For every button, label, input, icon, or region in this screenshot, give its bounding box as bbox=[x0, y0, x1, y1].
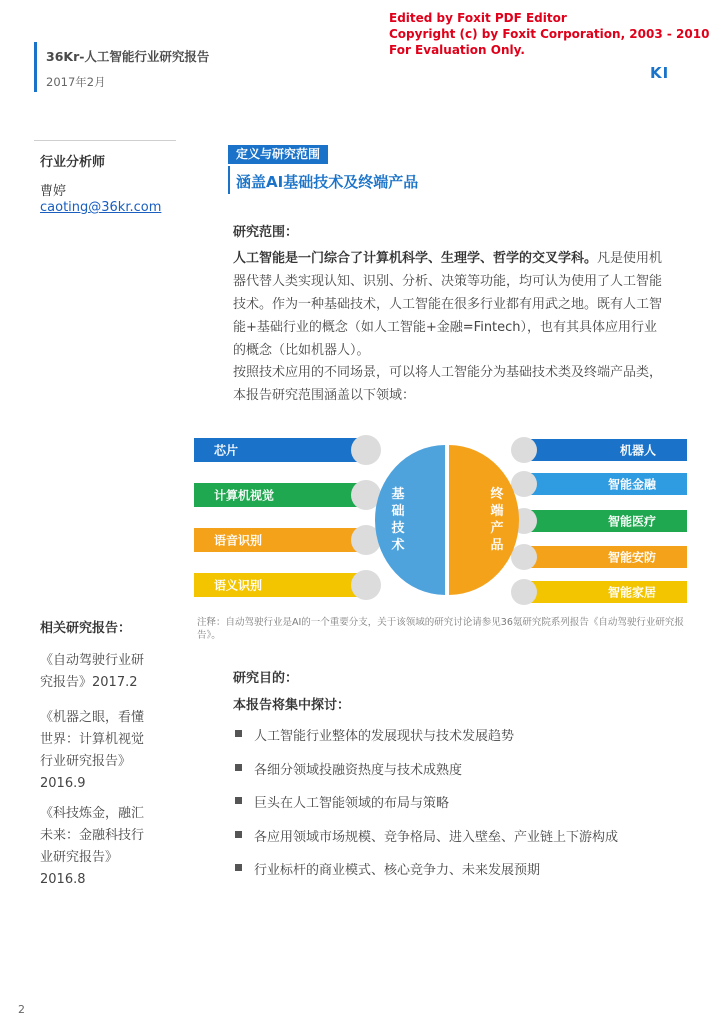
square-bullet-icon bbox=[235, 797, 242, 804]
related-report-line: 2016.8 bbox=[40, 872, 86, 887]
scope-paragraph-2: 按照技术应用的不同场景，可以将人工智能分为基础技术类及终端产品类，本报告研究范围涵盖以下领域： bbox=[233, 365, 663, 403]
base-tech-label: 语义识别 bbox=[214, 578, 263, 593]
report-title: 36Kr-人工智能行业研究报告 bbox=[46, 49, 210, 64]
end-product-label: 智能家居 bbox=[607, 585, 656, 600]
end-product-label: 智能安防 bbox=[607, 550, 656, 565]
sidebar-divider bbox=[34, 140, 176, 141]
end-product-bar bbox=[518, 473, 687, 495]
end-product-bar bbox=[518, 546, 687, 568]
square-bullet-icon bbox=[235, 764, 242, 771]
section-tag: 定义与研究范围 bbox=[228, 145, 328, 164]
section-subtitle: 涵盖AI基础技术及终端产品 bbox=[236, 173, 419, 191]
related-report-item[interactable] bbox=[40, 707, 168, 795]
goal-text: 巨头在人工智能领域的布局与策略 bbox=[254, 796, 450, 811]
foxit-watermark bbox=[389, 10, 709, 58]
end-product-half-circle bbox=[449, 445, 519, 595]
related-report-line: 《自动驾驶行业研 bbox=[40, 653, 145, 668]
analyst-email-link[interactable]: caoting@36kr.com bbox=[40, 200, 162, 215]
base-tech-label: 芯片 bbox=[214, 443, 239, 458]
connector-dot bbox=[511, 544, 537, 570]
base-tech-half-circle bbox=[375, 445, 445, 595]
goal-text: 各细分领域投融资热度与技术成熟度 bbox=[254, 762, 463, 778]
end-product-label: 智能金融 bbox=[607, 477, 656, 492]
related-report-item[interactable] bbox=[40, 803, 168, 891]
diagram-note: 注释：自动驾驶行业是AI的一个重要分支，关于该领域的研究讨论请参见36氪研究院系列报告《自动驾驶行业研究报告》。 bbox=[197, 617, 684, 641]
end-product-bar bbox=[518, 439, 687, 461]
watermark-line: Edited by Foxit PDF Editor bbox=[389, 11, 567, 25]
connector-dot bbox=[511, 579, 537, 605]
end-product-label: 机器人 bbox=[619, 443, 656, 458]
base-tech-label: 语音识别 bbox=[214, 533, 263, 548]
analyst-heading: 行业分析师 bbox=[40, 155, 106, 170]
watermark-line: Copyright (c) by Foxit Corporation, 2003 - 2010 bbox=[389, 27, 710, 41]
header-accent-bar bbox=[34, 42, 37, 92]
square-bullet-icon bbox=[235, 831, 242, 838]
related-report-line: 《科技炼金，融汇 bbox=[40, 806, 145, 821]
goal-text: 行业标杆的商业模式、核心竞争力、未来发展预期 bbox=[254, 863, 541, 878]
page-number: 2 bbox=[18, 1003, 25, 1016]
watermark-line: For Evaluation Only. bbox=[389, 43, 525, 57]
scope-definition-rest: 凡是使用机器代替人类实现认知、识别、分析、决策等功能，均可认为使用了人工智能技术。作为一种基础技术，人工智能在很多行业都有用武之地。既有人工智能+基础行业的概念（如人工智能+金融=Fintech），也有其具体应用行业的概念（比如机器人）。 bbox=[233, 251, 663, 358]
connector-dot bbox=[511, 437, 537, 463]
related-report-line: 究报告》2017.2 bbox=[40, 675, 138, 690]
analyst-name: 曹婷 bbox=[40, 184, 67, 199]
end-product-bar bbox=[518, 581, 687, 603]
goals-list bbox=[233, 725, 693, 893]
report-date: 2017年2月 bbox=[46, 75, 106, 89]
goal-item bbox=[233, 759, 693, 793]
related-report-line: 《机器之眼，看懂 bbox=[40, 710, 145, 725]
goals-heading: 研究目的： bbox=[233, 671, 299, 686]
connector-dot bbox=[511, 471, 537, 497]
goal-item bbox=[233, 725, 693, 759]
related-report-line: 未来：金融科技行 bbox=[40, 828, 145, 843]
ai-scope-diagram bbox=[190, 430, 690, 610]
base-tech-center-label: 基础技术 bbox=[391, 487, 405, 553]
related-reports-heading: 相关研究报告： bbox=[40, 621, 132, 636]
connector-dot bbox=[351, 435, 381, 465]
square-bullet-icon bbox=[235, 730, 242, 737]
scope-paragraph-1 bbox=[233, 247, 669, 362]
end-product-label: 智能医疗 bbox=[607, 514, 656, 529]
square-bullet-icon bbox=[235, 864, 242, 871]
related-report-line: 行业研究报告》 bbox=[40, 754, 132, 769]
scope-definition-bold: 人工智能是一门综合了计算机科学、生理学、哲学的交叉学科。 bbox=[233, 251, 598, 266]
goal-text: 人工智能行业整体的发展现状与技术发展趋势 bbox=[254, 729, 515, 744]
scope-heading: 研究范围： bbox=[233, 225, 299, 240]
related-report-item[interactable] bbox=[40, 650, 168, 694]
goals-subheading: 本报告将集中探讨： bbox=[233, 698, 351, 713]
base-tech-label: 计算机视觉 bbox=[214, 488, 275, 503]
end-product-center-label: 终端产品 bbox=[490, 487, 504, 553]
goal-item bbox=[233, 859, 693, 893]
connector-dot bbox=[351, 570, 381, 600]
related-report-line: 世界：计算机视觉 bbox=[40, 732, 145, 747]
related-report-line: 业研究报告》 bbox=[40, 850, 119, 865]
goal-item bbox=[233, 792, 693, 826]
section-accent-line bbox=[228, 166, 230, 194]
brand-logo: KI bbox=[650, 64, 670, 82]
goal-item bbox=[233, 826, 693, 860]
end-product-bar bbox=[518, 510, 687, 532]
goal-text: 各应用领域市场规模、竞争格局、进入壁垒、产业链上下游构成 bbox=[254, 829, 619, 845]
related-report-line: 2016.9 bbox=[40, 776, 86, 791]
